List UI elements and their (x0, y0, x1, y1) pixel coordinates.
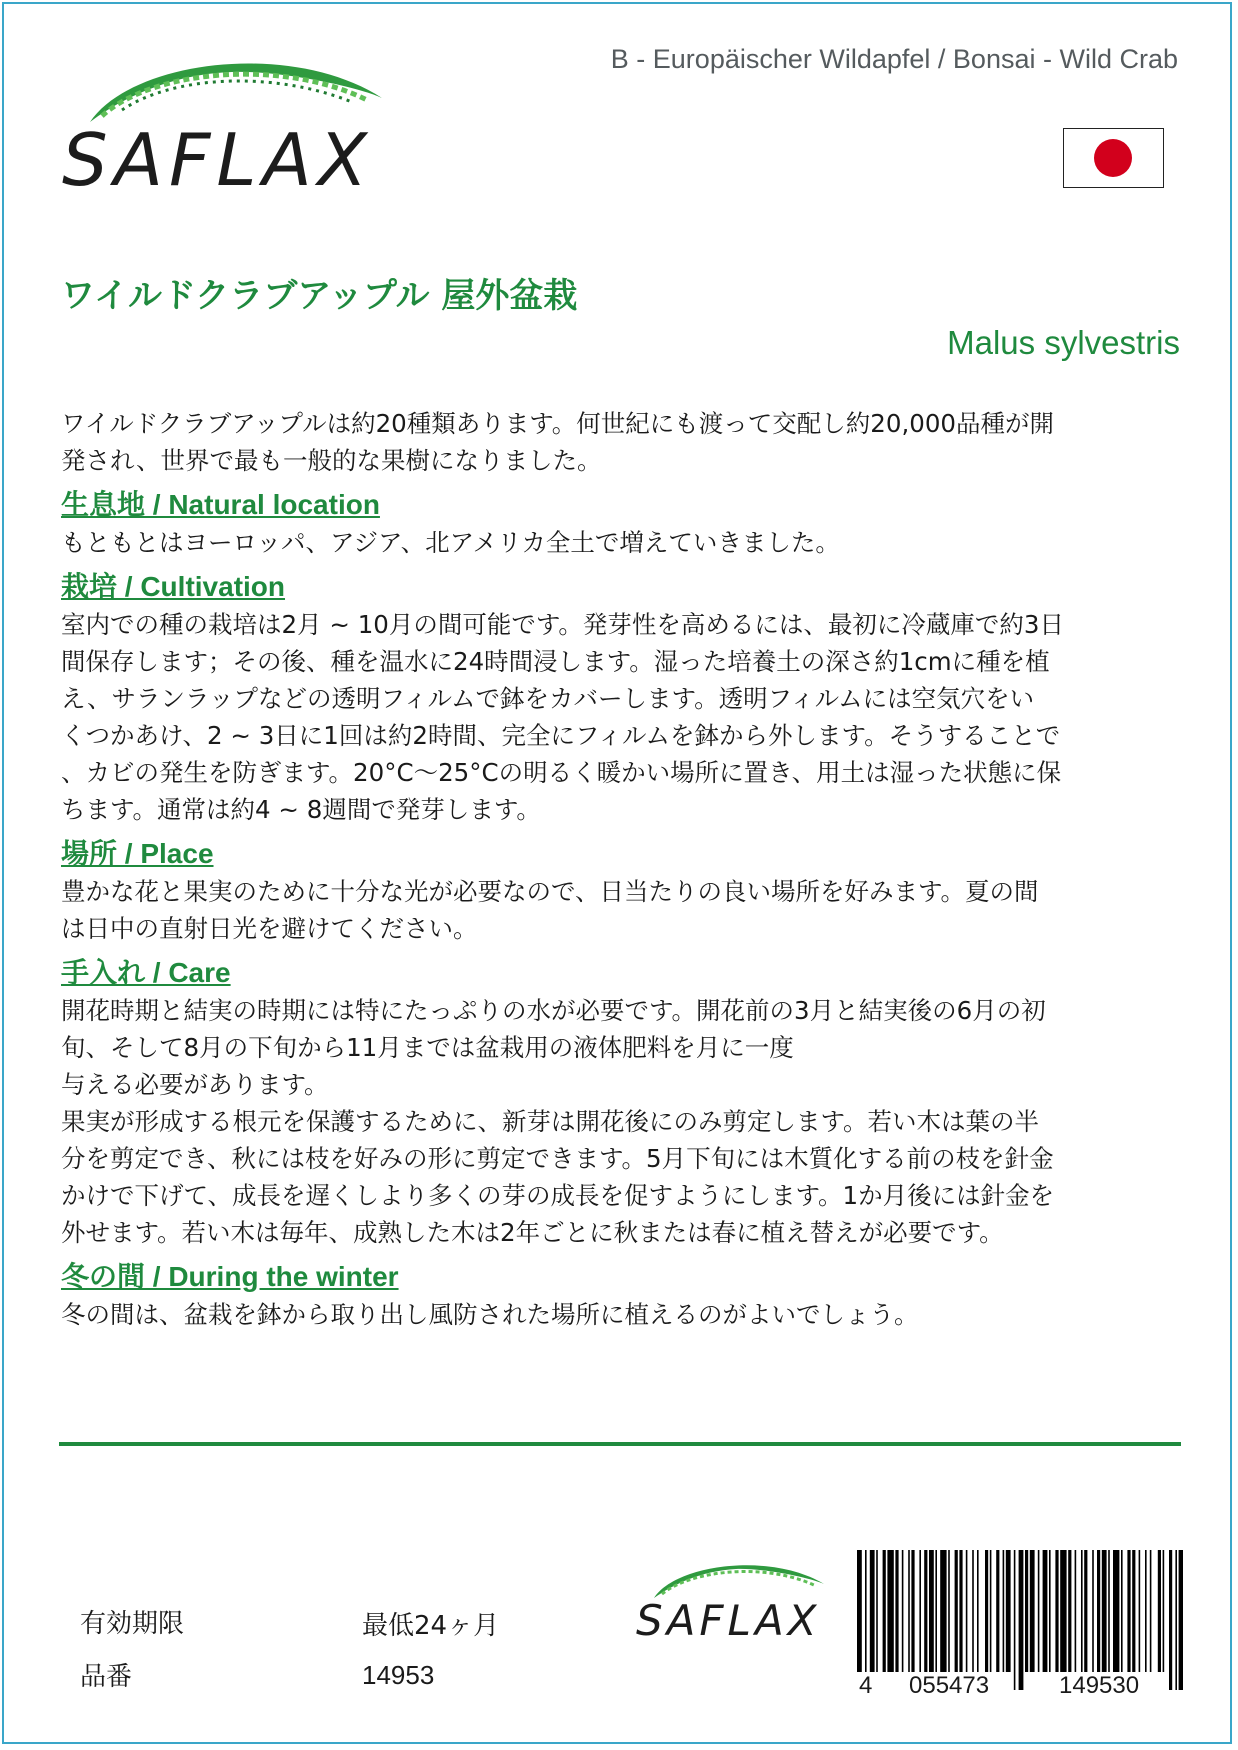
barcode-bar (865, 1550, 867, 1690)
section-line: 間保存します；その後、種を温水に24時間浸します。湿った培養土の深さ約1cmに種を植 (61, 647, 1050, 676)
japan-flag-icon (1063, 128, 1164, 188)
barcode-bar (1025, 1550, 1028, 1672)
barcode-bar (1108, 1550, 1110, 1672)
barcode-bar (870, 1550, 875, 1672)
barcode-bar (1075, 1550, 1077, 1672)
barcode-bar (919, 1550, 921, 1672)
barcode-bar (990, 1550, 992, 1672)
barcode-bar (959, 1550, 962, 1672)
barcode-bar (1014, 1550, 1016, 1690)
barcode-bar (902, 1550, 904, 1672)
barcode-bar (1068, 1550, 1071, 1672)
barcode-bar (1132, 1550, 1135, 1672)
section-line: 旬、そして8月の下旬から11月までは盆栽用の液体肥料を月に一度 (61, 1033, 794, 1062)
barcode-bar (1150, 1550, 1152, 1672)
barcode-bar (996, 1550, 999, 1672)
product-line-title: B - Europäischer Wildapfel / Bonsai - Wild Crab (610, 44, 1178, 74)
section-line: 外せます。若い木は毎年、成熟した木は2年ごとに秋または春に植え替えが必要です。 (61, 1218, 1004, 1247)
section-line: かけで下げて、成長を遅くしより多くの芽の成長を促すようにします。1か月後には針金を (61, 1181, 1055, 1210)
barcode-bar (1145, 1550, 1147, 1672)
barcode-bar (1175, 1550, 1177, 1690)
brand-name: SAFLAX (62, 118, 374, 202)
footer-brand-name: SAFLAX (636, 1596, 821, 1645)
section-heading-natural-location: 生息地 / Natural location (61, 489, 380, 520)
barcode-bar (883, 1550, 886, 1672)
section-line: 開花時期と結実の時期には特にたっぷりの水が必要です。開花前の3月と結実後の6月の初 (61, 996, 1046, 1025)
barcode-bar (857, 1550, 862, 1690)
barcode-bar (1139, 1550, 1141, 1672)
barcode-bar (955, 1550, 958, 1672)
barcode-bar (1113, 1550, 1119, 1672)
barcode-bar (1030, 1550, 1035, 1672)
barcode-bar (1163, 1550, 1165, 1672)
barcode-bar (1102, 1550, 1107, 1672)
section-line: は日中の直射日光を避けてください。 (61, 914, 478, 943)
section-heading-cultivation: 栽培 / Cultivation (61, 571, 286, 602)
flag-sun-disc (1094, 139, 1132, 177)
barcode-bar (940, 1550, 946, 1672)
barcode-bar (924, 1550, 927, 1672)
barcode-bar (977, 1550, 979, 1672)
barcode-digits-right: 149530 (1055, 1672, 1143, 1700)
barcode-bar (1081, 1550, 1083, 1672)
section-line: 分を剪定でき、秋には枝を好みの形に剪定できます。5月下旬には木質化する前の枝を針金 (61, 1144, 1054, 1173)
section-line: え、サランラップなどの透明フィルムで鉢をカバーします。透明フィルムには空気穴をい (61, 684, 1035, 713)
barcode-bar (1127, 1550, 1130, 1672)
intro-line: ワイルドクラブアップルは約20種類あります。何世紀にも渡って交配し約20,000品種が開 (61, 409, 1055, 438)
section-line: もともとはヨーロッパ、アジア、北アメリカ全土で増えていきました。 (61, 528, 840, 557)
barcode-bar (935, 1550, 937, 1672)
leaf-swoosh-icon (636, 1552, 836, 1602)
expiry-value: 最低24ヶ月 (362, 1611, 500, 1641)
barcode-bar (887, 1550, 893, 1672)
barcode-bar (1006, 1550, 1011, 1672)
barcode-bar (1038, 1550, 1040, 1672)
leaf-swoosh-icon (62, 40, 402, 130)
barcode-bar (985, 1550, 988, 1672)
section-line: 冬の間は、盆栽を鉢から取り出し風防された場所に植えるのがよいでしょう。 (61, 1300, 919, 1329)
barcode-bar (972, 1550, 974, 1672)
barcode-bar (908, 1550, 910, 1672)
barcode-bar (1121, 1550, 1123, 1672)
brand-logo (62, 40, 402, 210)
barcode-bar (1092, 1550, 1094, 1672)
barcode-bar (911, 1550, 914, 1672)
barcode-bar (966, 1550, 968, 1672)
barcode-bar (1060, 1550, 1066, 1672)
barcode-bar (1055, 1550, 1058, 1672)
barcode-digits-left: 055473 (905, 1672, 993, 1700)
barcode (853, 1550, 1183, 1690)
section-heading-winter: 冬の間 / During the winter (61, 1261, 399, 1292)
barcode-bar (948, 1550, 950, 1672)
barcode-bar (876, 1550, 878, 1672)
item-number-value: 14953 (362, 1660, 435, 1690)
section-line: 、カビの発生を防ぎます。20°C〜25°Cの明るく暖かい場所に置き、用土は湿った状態に保 (61, 758, 1062, 787)
barcode-bar (929, 1550, 934, 1672)
item-number-label: 品番 (80, 1662, 133, 1692)
japanese-title: ワイルドクラブアップル 屋外盆栽 (61, 276, 578, 316)
footer-brand-logo (636, 1552, 836, 1652)
barcode-bar (1084, 1550, 1087, 1672)
barcode-bar (1019, 1550, 1024, 1690)
footer-divider (59, 1442, 1181, 1446)
barcode-bar (895, 1550, 898, 1672)
barcode-bar (1158, 1550, 1161, 1672)
section-line: ちます。通常は約4 ~ 8週間で発芽します。 (61, 795, 541, 824)
section-line: 豊かな花と果実のために十分な光が必要なので、日当たりの良い場所を好みます。夏の間 (61, 877, 1039, 906)
barcode-bar (1043, 1550, 1048, 1672)
barcode-bar (1003, 1550, 1005, 1672)
expiry-label: 有効期限 (80, 1609, 185, 1639)
description-body (61, 405, 1181, 1333)
section-line: 果実が形成する根元を保護するために、新芽は開花後にのみ剪定します。若い木は葉の半 (61, 1107, 1040, 1136)
section-line: くつかあけ、2 ~ 3日に1回は約2時間、完全にフィルムを鉢から外します。そうすることで (61, 721, 1061, 750)
barcode-digit-first: 4 (855, 1672, 876, 1700)
section-line: 室内での種の栽培は2月 ~ 10月の間可能です。発芽性を高めるには、最初に冷蔵庫で約3日 (61, 610, 1064, 639)
section-heading-place: 場所 / Place (61, 838, 214, 869)
latin-name: Malus sylvestris (947, 324, 1180, 361)
barcode-bar (1169, 1550, 1172, 1690)
barcode-bar (1049, 1550, 1051, 1672)
barcode-bar (1097, 1550, 1100, 1672)
section-line: 与える必要があります。 (61, 1070, 329, 1099)
barcode-bar (1179, 1550, 1183, 1690)
intro-line: 発され、世界で最も一般的な果樹になりました。 (61, 446, 602, 475)
section-heading-care: 手入れ / Care (61, 957, 231, 988)
